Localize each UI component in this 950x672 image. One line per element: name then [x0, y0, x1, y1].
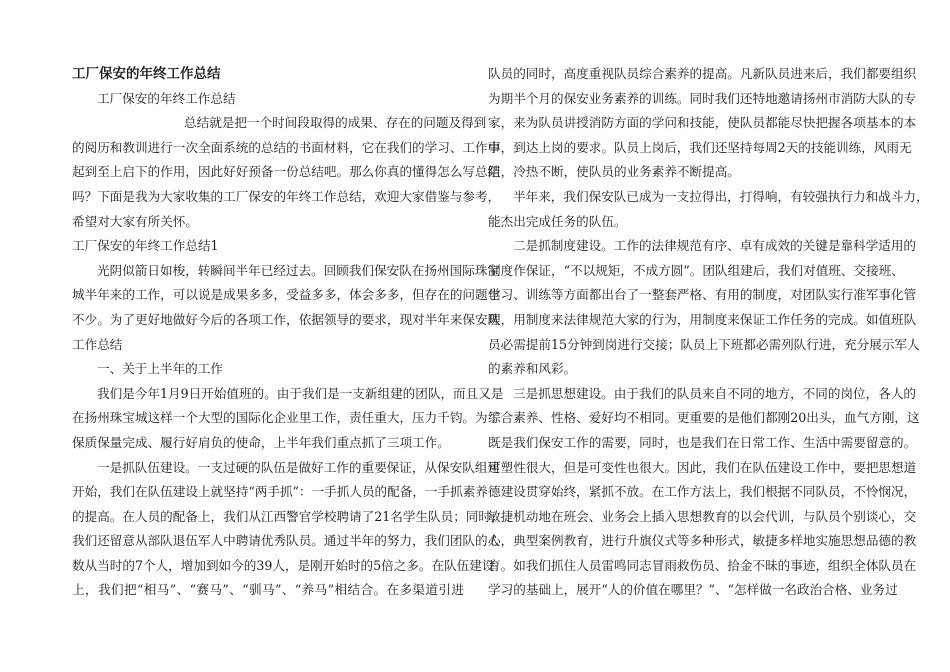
text-line: 工作总结: [72, 336, 123, 352]
text-line: 三是抓思想建设。由于我们的队员来自不同的地方，不同的岗位，各人的: [513, 385, 916, 401]
text-line: 一是抓队伍建设。一支过硬的队伍是做好工作的重要保证，从保安队组建: [97, 459, 500, 475]
right-text-column: [488, 62, 929, 603]
text-line: 能杰出完成任务的队伍。: [488, 213, 627, 229]
text-line: 队员的同时，高度重视队员综合素养的提高。凡新队员进来后，我们都要组织: [488, 66, 917, 81]
text-line: 育。如我们抓住人员雷鸣同志冒雨救伤员、拾金不昧的事迹，组织全体队员在: [488, 557, 917, 573]
text-line: 起到至上启下的作用，因此好好预备一份总结吧。那么你真的懂得怎么写总结: [72, 164, 501, 180]
text-line: 可塑性很大，但是可变性也很大。因此，我们在队伍建设工作中，要把思想道: [488, 459, 917, 475]
text-line: 事，到达上岗的要求。队员上岗后，我们还坚持每周2天的技能训练，风雨无: [488, 139, 912, 155]
text-line: 吗？下面是我为大家收集的工厂保安的年终工作总结，欢迎大家借鉴与参考，: [72, 188, 501, 204]
text-line: 心，典型案例教育，进行升旗仪式等多种形式，敏捷多样地实施思想品德的教: [488, 533, 917, 549]
text-line: 我们是今年1月9日开始值班的。由于我们是一支新组建的团队，而且又是: [97, 385, 504, 401]
text-line: 学习、训练等方面都出台了一整套严格、有用的制度，对团队实行准军事化管: [488, 287, 917, 303]
document-title: 工厂保安的年终工作总结: [72, 66, 221, 82]
text-line: 一、关于上半年的工作: [97, 361, 223, 377]
text-line: 学习的基础上，展开“人的价值在哪里？”、“怎样做一名政治合格、业务过: [488, 582, 898, 598]
text-line: 既是我们保安工作的需要，同时，也是我们在日常工作、生活中需要留意的。: [488, 434, 917, 450]
text-line: 二是抓制度建设。工作的法律规范有序、卓有成效的关键是靠科学适用的: [513, 238, 916, 254]
text-line: 敏捷机动地在班会、业务会上插入思想教育的以会代训，与队员个别谈心，交: [488, 508, 917, 524]
text-line: 工厂保安的年终工作总结: [97, 90, 236, 106]
text-line: 员必需提前15分钟到岗进行交接；队员上下班都必需列队行进，充分展示军人: [488, 336, 920, 352]
text-line: 为期半个月的保安业务素养的训练。同时我们还特地邀请扬州市消防大队的专: [488, 90, 917, 106]
text-line: 我们还留意从部队退伍军人中聘请优秀队员。通过半年的努力，我们团队的人: [72, 533, 501, 549]
text-line: 家，来为队员讲授消防方面的学问和技能，使队员都能尽快把握各项基本的本: [488, 115, 917, 131]
text-line: 数从当时的7个人，增加到如今的39人，是刚开始时的5倍之多。在队伍建设: [72, 557, 495, 573]
text-line: 德建设贯穿始终，紧抓不放。在工作方法上，我们根据不同队员，不怜悯况，: [488, 484, 917, 500]
text-line: 开始，我们在队伍建设上就坚持“两手抓”：一手抓人员的配备，一手抓素养: [72, 484, 488, 500]
text-line: 总结就是把一个时间段取得的成果、存在的问题及得到: [184, 115, 487, 131]
text-line: 光阴似箭日如梭，转瞬间半年已经过去。回顾我们保安队在扬州国际珠宝: [97, 262, 500, 278]
text-line: 的素养和风彩。: [488, 361, 577, 377]
left-text-column: [72, 62, 504, 603]
text-line: 保质保量完成、履行好肩负的使命，上半年我们重点抓了三项工作。: [72, 434, 450, 450]
text-line: 理，用制度来法律规范大家的行为，用制度来保证工作任务的完成。如值班队: [488, 311, 917, 327]
text-line: 工厂保安的年终工作总结1: [72, 238, 219, 254]
text-line: 阻，冷热不断，使队员的业务素养不断提高。: [488, 164, 740, 180]
text-line: 半年来，我们保安队已成为一支拉得出，打得响，有较强执行力和战斗力，: [513, 188, 929, 204]
text-line: 希望对大家有所关怀。: [72, 213, 198, 229]
text-line: 的阅历和教训进行一次全面系统的总结的书面材料，它在我们的学习、工作中: [72, 139, 501, 155]
text-line: 的提高。在人员的配备上，我们从江西警官学校聘请了21名学生队员；同时，: [72, 508, 504, 524]
text-line: 上，我们把“相马”、“赛马”、“驯马”、“养马”相结合。在多渠道引进: [72, 582, 464, 598]
text-line: 在扬州珠宝城这样一个大型的国际化企业里工作，责任重大，压力千钧。为了: [72, 410, 501, 426]
text-line: 城半年来的工作，可以说是成果多多，受益多多，体会多多，但存在的问题也: [72, 287, 501, 303]
text-line: 制度作保证，“不以规矩，不成方圆”。团队组建后，我们对值班、交接班、: [488, 262, 904, 278]
text-line: 不少。为了更好地做好今后的各项工作，依据领导的要求，现对半年来保安队: [72, 311, 501, 327]
text-line: 综合素养、性格、爱好均不相同。更重要的是他们都刚20出头，血气方刚，这: [488, 410, 920, 426]
